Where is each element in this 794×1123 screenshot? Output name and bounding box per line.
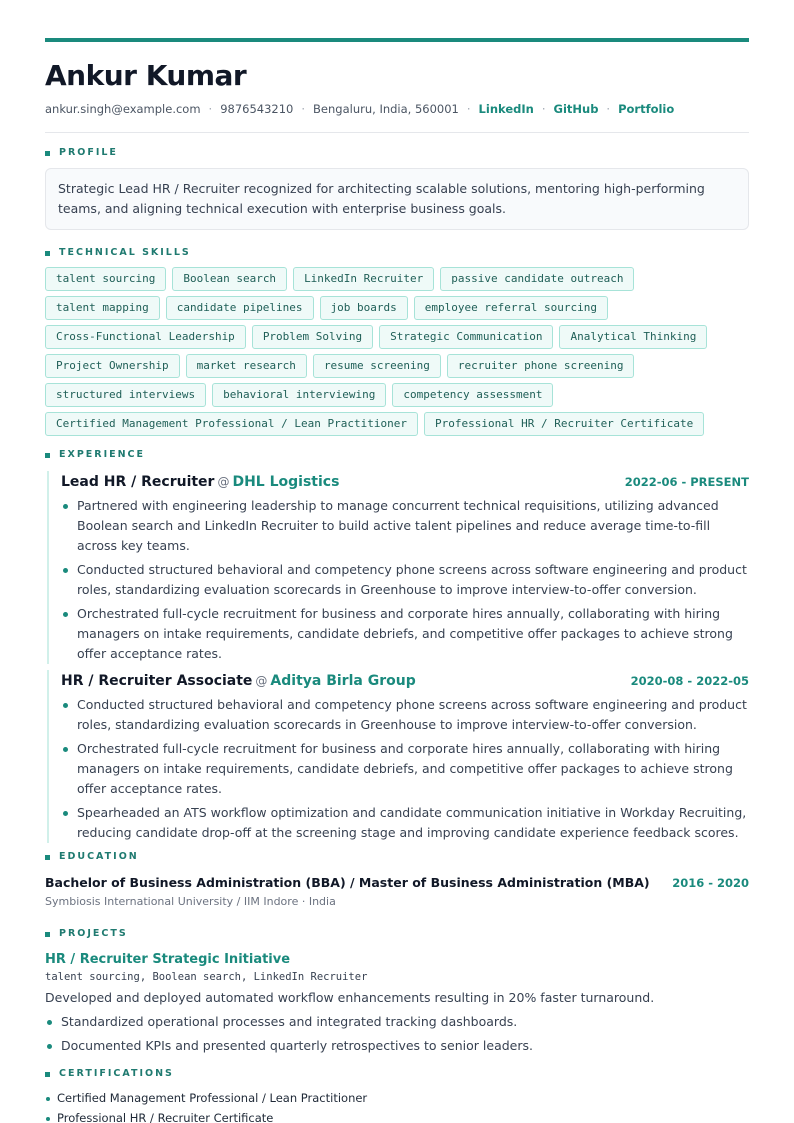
at-sign: @ — [255, 674, 268, 688]
project-entry — [45, 951, 749, 1056]
skill-chip: passive candidate outreach — [440, 267, 634, 291]
at-sign: @ — [217, 475, 230, 489]
separator: · — [301, 102, 306, 116]
github-link[interactable]: GitHub — [553, 102, 599, 116]
list-item: Standardized operational processes and integrated tracking dashboards. — [45, 1012, 749, 1032]
experience-heading — [45, 449, 749, 461]
accent-bar — [45, 38, 749, 42]
skill-chip: market research — [186, 354, 307, 378]
section-marker-icon — [45, 1072, 50, 1077]
skill-chip: competency assessment — [392, 383, 553, 407]
project-bullets — [45, 1012, 749, 1056]
section-marker-icon — [45, 251, 50, 256]
skill-chip: Problem Solving — [252, 325, 373, 349]
skill-chip: talent sourcing — [45, 267, 166, 291]
separator: · — [606, 102, 611, 116]
education-heading — [45, 851, 749, 863]
list-item: Spearheaded an ATS workflow optimization and candidate communication initiative in Workday Recruiting, reducing candidate drop-off at the screening stage and improving candidate experience feedback scores. — [61, 803, 749, 843]
project-title: HR / Recruiter Strategic Initiative — [45, 952, 291, 967]
education-header — [45, 874, 749, 892]
education-school: Symbiosis International University / IIM Indore · India — [45, 895, 336, 908]
section-marker-icon — [45, 453, 50, 458]
contact-line — [45, 101, 749, 117]
skill-chip: Analytical Thinking — [559, 325, 707, 349]
project-description: Developed and deployed automated workflow enhancements resulting in 20% faster turnaround. — [45, 990, 655, 1005]
contact-location: Bengaluru, India, 560001 — [313, 102, 459, 116]
list-item: Orchestrated full-cycle recruitment for business and corporate hires annually, collaborating with hiring managers on intake requirements, candidate debriefs, and competitive offer packages to achieve strong offer acceptance rates. — [61, 604, 749, 664]
header-divider — [45, 132, 749, 133]
skill-chip: resume screening — [313, 354, 441, 378]
skill-chip: Certified Management Professional / Lean Practitioner — [45, 412, 418, 436]
job-header — [61, 670, 749, 691]
skill-chip: talent mapping — [45, 296, 160, 320]
skill-chip: behavioral interviewing — [212, 383, 386, 407]
education-entry — [45, 874, 749, 910]
contact-phone: 9876543210 — [220, 102, 294, 116]
certifications-heading-label: CERTIFICATIONS — [59, 1068, 174, 1079]
list-item: Professional HR / Recruiter Certificate — [45, 1108, 749, 1123]
skills-heading — [45, 247, 749, 259]
list-item: Orchestrated full-cycle recruitment for business and corporate hires annually, collaborating with hiring managers on intake requirements, candidate debriefs, and competitive offer packages to achieve strong offer acceptance rates. — [61, 739, 749, 799]
section-marker-icon — [45, 855, 50, 860]
section-marker-icon — [45, 151, 50, 156]
skills-list — [45, 267, 749, 436]
education-dates: 2016 - 2020 — [672, 876, 749, 890]
list-item: Certified Management Professional / Lean Practitioner — [45, 1088, 749, 1108]
job-bullets — [61, 695, 749, 843]
job-company: Aditya Birla Group — [270, 673, 416, 689]
skill-chip: candidate pipelines — [166, 296, 314, 320]
section-marker-icon — [45, 932, 50, 937]
certifications-heading — [45, 1068, 749, 1080]
portfolio-link[interactable]: Portfolio — [618, 102, 675, 116]
separator: · — [208, 102, 213, 116]
skill-chip: structured interviews — [45, 383, 206, 407]
certifications-list — [45, 1088, 749, 1123]
profile-heading-label: PROFILE — [59, 147, 118, 158]
skill-chip: Cross-Functional Leadership — [45, 325, 246, 349]
job-role: HR / Recruiter Associate — [61, 673, 253, 689]
job-dates: 2020-08 - 2022-05 — [630, 674, 749, 688]
skill-chip: Professional HR / Recruiter Certificate — [424, 412, 704, 436]
education-heading-label: EDUCATION — [59, 851, 139, 862]
projects-heading — [45, 928, 749, 940]
job-company: DHL Logistics — [232, 474, 340, 490]
separator: · — [466, 102, 471, 116]
skill-chip: Project Ownership — [45, 354, 180, 378]
job-bullets — [61, 496, 749, 664]
skill-chip: job boards — [320, 296, 408, 320]
contact-email[interactable]: ankur.singh@example.com — [45, 102, 201, 116]
list-item: Partnered with engineering leadership to manage concurrent technical requisitions, utilizing advanced Boolean search and LinkedIn Recruiter to build active talent pipelines and reduce average time-to-fill across key teams. — [61, 496, 749, 556]
education-degree: Bachelor of Business Administration (BBA) / Master of Business Administration (MBA) — [45, 875, 650, 890]
job-header — [61, 471, 749, 492]
list-item: Documented KPIs and presented quarterly retrospectives to senior leaders. — [45, 1036, 749, 1056]
skill-chip: Strategic Communication — [379, 325, 553, 349]
profile-summary: Strategic Lead HR / Recruiter recognized for architecting scalable solutions, mentoring high-performing teams, and aligning technical execution with enterprise business goals. — [45, 168, 749, 230]
resume-page — [45, 38, 749, 1123]
list-item: Conducted structured behavioral and competency phone screens across software engineering and product roles, standardizing evaluation scorecards in Greenhouse to improve interview-to-offer conversion. — [61, 560, 749, 600]
skill-chip: LinkedIn Recruiter — [293, 267, 434, 291]
job-entry — [47, 471, 749, 664]
list-item: Conducted structured behavioral and competency phone screens across software engineering and product roles, standardizing evaluation scorecards in Greenhouse to improve interview-to-offer conversion. — [61, 695, 749, 735]
skill-chip: Boolean search — [172, 267, 287, 291]
project-tech: talent sourcing, Boolean search, LinkedIn Recruiter — [45, 971, 368, 983]
linkedin-link[interactable]: LinkedIn — [478, 102, 534, 116]
skill-chip: employee referral sourcing — [414, 296, 608, 320]
candidate-name: Ankur Kumar — [45, 59, 247, 92]
projects-heading-label: PROJECTS — [59, 928, 128, 939]
profile-heading — [45, 147, 749, 159]
job-entry — [47, 670, 749, 843]
skill-chip: recruiter phone screening — [447, 354, 635, 378]
job-role: Lead HR / Recruiter — [61, 474, 215, 490]
separator: · — [541, 102, 546, 116]
skills-heading-label: TECHNICAL SKILLS — [59, 247, 191, 258]
job-dates: 2022-06 - PRESENT — [624, 475, 749, 489]
experience-heading-label: EXPERIENCE — [59, 449, 146, 460]
